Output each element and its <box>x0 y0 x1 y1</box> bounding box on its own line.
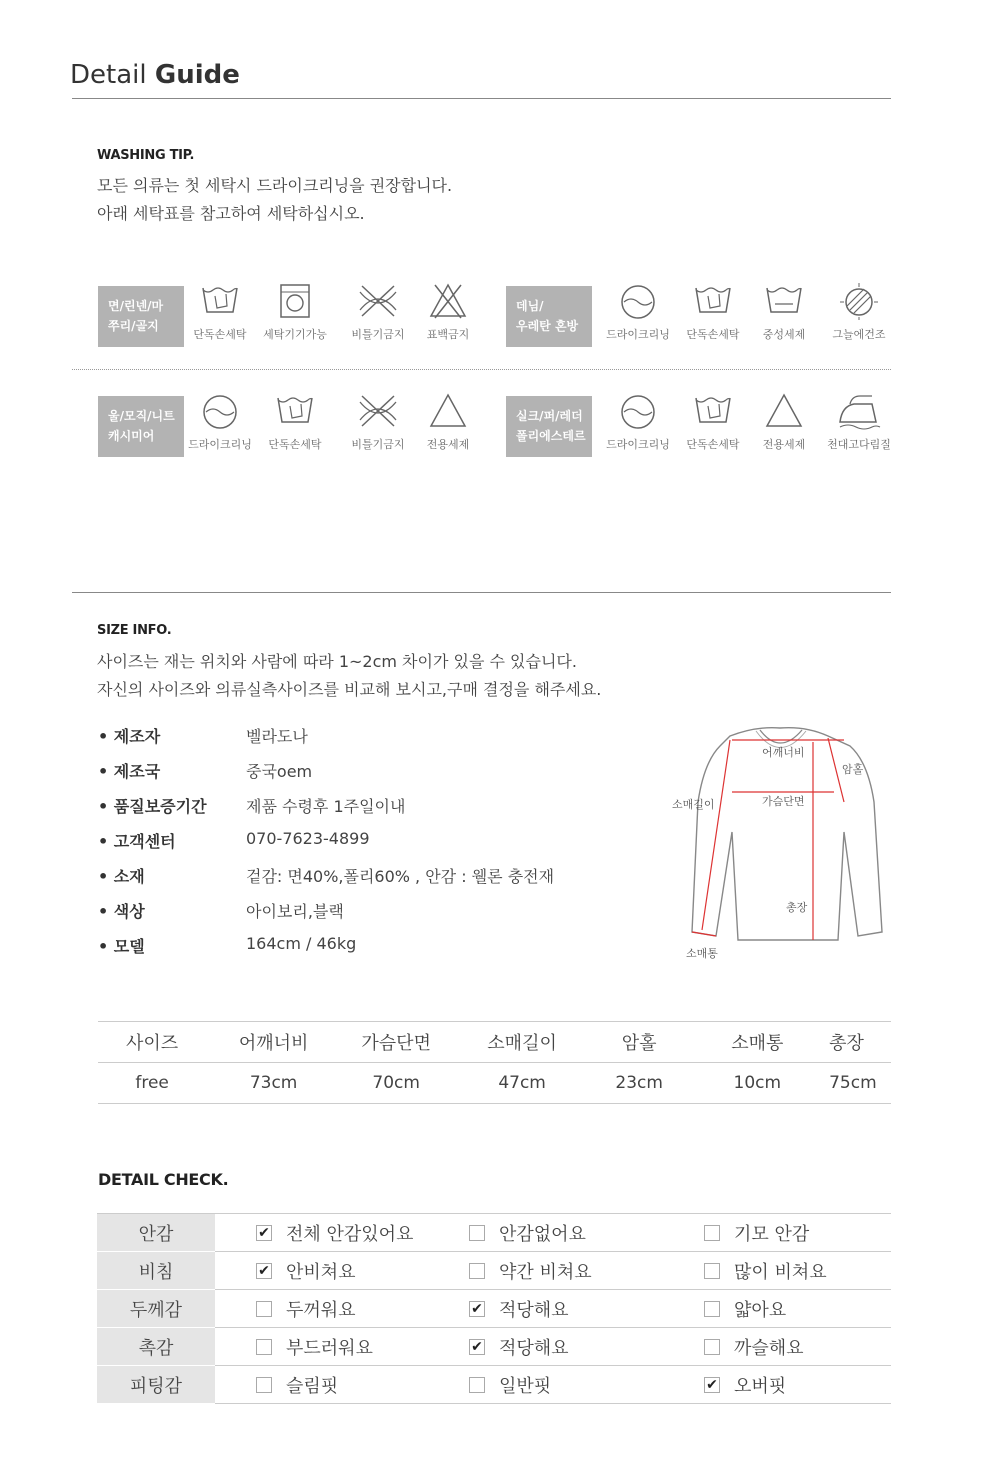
diagram-sleeve-length-label: 소매길이 <box>672 798 715 811</box>
category-line: 캐시미어 <box>108 429 155 443</box>
detail-check-option[interactable] <box>256 1296 469 1322</box>
wash-item-label: 비틀기금지 <box>351 328 405 341</box>
hand-wash-icon <box>199 282 241 320</box>
no-wring-icon <box>357 392 399 430</box>
detail-check-row-label: 촉감 <box>97 1328 215 1366</box>
info-key: • 모델 <box>98 937 145 956</box>
detail-check-option-label: 적당해요 <box>499 1337 569 1359</box>
info-row-service <box>98 829 370 864</box>
size-header-cell: 사이즈 <box>98 1022 206 1063</box>
detail-check-option-label: 일반핏 <box>499 1375 552 1397</box>
detail-check-option[interactable] <box>469 1334 704 1360</box>
special-detergent-icon <box>427 392 469 430</box>
detail-check-option[interactable] <box>704 1220 891 1246</box>
wash-item <box>745 392 823 452</box>
unchecked-checkbox[interactable] <box>704 1339 720 1355</box>
detail-check-row-label: 비침 <box>97 1252 215 1290</box>
detail-check-option[interactable] <box>704 1258 891 1284</box>
info-row-country <box>98 759 313 794</box>
category-line: 폴리에스테르 <box>516 429 586 443</box>
detail-check-option-label: 오버핏 <box>734 1375 787 1397</box>
detail-check-option-cell <box>704 1252 891 1290</box>
wash-item <box>820 392 898 452</box>
detail-check-option[interactable] <box>704 1372 891 1398</box>
wash-item-label: 전용세제 <box>426 438 470 451</box>
category-wool-knit <box>98 396 184 457</box>
dotted-divider <box>72 369 891 370</box>
detail-check-option[interactable] <box>469 1296 704 1322</box>
info-row-model <box>98 934 357 969</box>
detail-check-option-label: 슬림핏 <box>286 1375 339 1397</box>
detail-check-option[interactable] <box>704 1296 891 1322</box>
detail-check-row <box>97 1328 891 1366</box>
detail-check-option-cell <box>704 1328 891 1366</box>
no-bleach-icon <box>427 282 469 320</box>
detail-check-option-cell <box>704 1290 891 1328</box>
detail-check-option-cell <box>469 1290 704 1328</box>
size-header-cell: 가슴단면 <box>341 1022 451 1063</box>
category-cotton-linen <box>98 286 184 347</box>
info-value: 벨라도나 <box>246 727 308 746</box>
detail-check-row <box>97 1252 891 1290</box>
checked-checkbox[interactable]: ✔ <box>704 1377 720 1393</box>
size-info-label: SIZE INFO. <box>97 623 172 638</box>
detail-check-option-cell <box>704 1214 891 1252</box>
dry-clean-icon <box>199 392 241 430</box>
garment-size-diagram <box>668 722 894 968</box>
detail-check-option-cell <box>215 1366 469 1404</box>
size-table-header <box>98 1022 891 1063</box>
detail-check-option[interactable] <box>256 1334 469 1360</box>
wash-item-label: 드라이크리닝 <box>606 438 670 451</box>
size-cell: 10cm <box>686 1063 830 1104</box>
no-wring-icon <box>357 282 399 320</box>
checked-checkbox[interactable]: ✔ <box>256 1225 272 1241</box>
wash-item-label: 단독손세탁 <box>686 328 740 341</box>
info-key: • 품질보증기간 <box>98 797 207 816</box>
special-detergent-icon <box>763 392 805 430</box>
section-divider <box>72 592 891 593</box>
unchecked-checkbox[interactable] <box>704 1263 720 1279</box>
category-line: 쭈리/골지 <box>108 319 159 333</box>
unchecked-checkbox[interactable] <box>256 1301 272 1317</box>
detail-check-row <box>97 1214 891 1252</box>
size-cell: 75cm <box>829 1063 891 1104</box>
wash-item <box>599 282 677 342</box>
wash-item-label: 세탁기기가능 <box>263 328 327 341</box>
category-line: 면/린넨/마 <box>108 299 164 313</box>
size-header-cell: 암홀 <box>593 1022 686 1063</box>
detail-check-option-cell <box>215 1328 469 1366</box>
detail-check-option-label: 기모 안감 <box>734 1223 810 1245</box>
washing-tip-line1: 모든 의류는 첫 세탁시 드라이크리닝을 권장합니다. <box>97 176 453 195</box>
info-key: • 고객센터 <box>98 832 176 851</box>
cloth-iron-icon <box>836 392 882 430</box>
size-table <box>98 1021 891 1104</box>
checked-checkbox[interactable]: ✔ <box>469 1339 485 1355</box>
detail-check-option-cell <box>215 1252 469 1290</box>
size-info-text <box>97 648 601 704</box>
detail-check-table <box>97 1213 891 1404</box>
wash-item <box>674 392 752 452</box>
size-table-row <box>98 1063 891 1104</box>
detail-check-option-cell <box>704 1366 891 1404</box>
dry-clean-icon <box>617 392 659 430</box>
hand-wash-icon <box>274 392 316 430</box>
wash-item <box>181 282 259 342</box>
unchecked-checkbox[interactable] <box>469 1263 485 1279</box>
detail-check-option[interactable] <box>469 1258 704 1284</box>
info-value: 아이보리,블랙 <box>246 902 344 921</box>
diagram-shoulder-label: 어깨너비 <box>762 746 805 759</box>
detail-check-row-label: 두께감 <box>97 1290 215 1328</box>
detail-check-body <box>97 1214 891 1404</box>
wash-item-label: 전용세제 <box>762 438 806 451</box>
info-row-maker <box>98 724 308 759</box>
unchecked-checkbox[interactable] <box>469 1225 485 1241</box>
wash-item <box>674 282 752 342</box>
category-line: 데님/ <box>516 299 544 313</box>
unchecked-checkbox[interactable] <box>704 1225 720 1241</box>
wash-item-label: 드라이크리닝 <box>606 328 670 341</box>
unchecked-checkbox[interactable] <box>256 1377 272 1393</box>
page-title <box>70 60 240 90</box>
info-key: • 색상 <box>98 902 145 921</box>
detail-check-option-label: 많이 비쳐요 <box>734 1261 827 1283</box>
detail-check-label: DETAIL CHECK. <box>98 1170 229 1189</box>
diagram-length-label: 총장 <box>786 901 808 914</box>
detail-check-row <box>97 1290 891 1328</box>
hand-wash-icon <box>692 282 734 320</box>
detail-check-option[interactable] <box>256 1220 469 1246</box>
info-row-warranty <box>98 794 406 829</box>
checked-checkbox[interactable]: ✔ <box>256 1263 272 1279</box>
detail-check-option-cell <box>469 1366 704 1404</box>
wash-item <box>181 392 259 452</box>
wash-item-label: 단독손세탁 <box>268 438 322 451</box>
wash-item <box>409 282 487 342</box>
detail-check-option-cell <box>469 1328 704 1366</box>
washing-tip-text <box>97 172 452 228</box>
unchecked-checkbox[interactable] <box>469 1377 485 1393</box>
hand-wash-icon <box>692 392 734 430</box>
info-key: • 제조국 <box>98 762 161 781</box>
category-line: 울/모직/니트 <box>108 409 175 423</box>
detail-check-option-cell <box>215 1290 469 1328</box>
wash-item-label: 단독손세탁 <box>686 438 740 451</box>
detail-check-option[interactable] <box>469 1220 704 1246</box>
detail-check-option[interactable] <box>704 1334 891 1360</box>
detail-check-option-label: 두꺼워요 <box>286 1299 356 1321</box>
size-info-line2: 자신의 사이즈와 의류실측사이즈를 비교해 보시고,구매 결정을 해주세요. <box>97 680 602 699</box>
detail-check-option-label: 전체 안감있어요 <box>286 1223 414 1245</box>
category-denim-urethane <box>506 286 592 347</box>
detail-check-option-label: 안비쳐요 <box>286 1261 356 1283</box>
wash-item-label: 천대고다림질 <box>827 438 891 451</box>
unchecked-checkbox[interactable] <box>704 1301 720 1317</box>
size-header-cell: 총장 <box>829 1022 891 1063</box>
info-row-material <box>98 864 555 899</box>
diagram-sleeve-width-label: 소매통 <box>686 947 718 960</box>
wash-item-label: 중성세제 <box>762 328 806 341</box>
unchecked-checkbox[interactable] <box>256 1339 272 1355</box>
detail-check-option[interactable] <box>256 1258 469 1284</box>
size-cell: 23cm <box>593 1063 686 1104</box>
wash-item-label: 비틀기금지 <box>351 438 405 451</box>
category-line: 우레탄 혼방 <box>516 319 579 333</box>
wash-item <box>745 282 823 342</box>
detail-check-option-cell <box>469 1252 704 1290</box>
neutral-detergent-icon <box>763 282 805 320</box>
size-cell: 70cm <box>341 1063 451 1104</box>
detail-check-option-label: 부드러워요 <box>286 1337 373 1359</box>
size-header-cell: 소매통 <box>686 1022 830 1063</box>
wash-item <box>256 282 334 342</box>
detail-check-option[interactable] <box>256 1372 469 1398</box>
detail-check-option-cell <box>469 1214 704 1252</box>
detail-check-option-label: 약간 비쳐요 <box>499 1261 592 1283</box>
wash-item <box>256 392 334 452</box>
wash-item <box>820 282 898 342</box>
washing-tip-label: WASHING TIP. <box>97 148 195 163</box>
diagram-armhole-label: 암홀 <box>842 763 864 776</box>
info-value: 제품 수령후 1주일이내 <box>246 797 406 816</box>
category-silk-fur-leather <box>506 396 592 457</box>
diagram-chest-label: 가슴단면 <box>762 795 805 808</box>
wash-item-label: 단독손세탁 <box>193 328 247 341</box>
wash-item <box>339 392 417 452</box>
detail-check-option-label: 얇아요 <box>734 1299 787 1321</box>
info-value: 164cm / 46kg <box>246 934 357 953</box>
info-key: • 제조자 <box>98 727 161 746</box>
title-divider <box>72 98 891 99</box>
size-cell: free <box>98 1063 206 1104</box>
info-value: 중국oem <box>246 762 313 781</box>
size-header-cell: 소매길이 <box>451 1022 592 1063</box>
wash-item-label: 표백금지 <box>426 328 470 341</box>
wash-item <box>599 392 677 452</box>
detail-check-option-label: 적당해요 <box>499 1299 569 1321</box>
title-light: Detail <box>70 60 155 90</box>
size-header-cell: 어깨너비 <box>206 1022 341 1063</box>
detail-check-option[interactable] <box>469 1372 704 1398</box>
washing-tip-line2: 아래 세탁표를 참고하여 세탁하십시오. <box>97 204 365 223</box>
wash-item <box>409 392 487 452</box>
detail-check-row-label: 피팅감 <box>97 1366 215 1404</box>
info-value: 겉감: 면40%,폴리60% , 안감 : 웰론 충전재 <box>246 867 555 886</box>
size-cell: 47cm <box>451 1063 592 1104</box>
detail-check-option-label: 까슬해요 <box>734 1337 804 1359</box>
washing-machine-icon <box>274 282 316 320</box>
detail-check-row <box>97 1366 891 1404</box>
dry-clean-icon <box>617 282 659 320</box>
detail-check-row-label: 안감 <box>97 1214 215 1252</box>
wash-item-label: 그늘에건조 <box>832 328 886 341</box>
info-key: • 소재 <box>98 867 145 886</box>
info-row-color <box>98 899 344 934</box>
wash-item <box>339 282 417 342</box>
size-cell: 73cm <box>206 1063 341 1104</box>
wash-item-label: 드라이크리닝 <box>188 438 252 451</box>
checked-checkbox[interactable]: ✔ <box>469 1301 485 1317</box>
shade-dry-icon <box>838 282 880 320</box>
category-line: 실크/퍼/레더 <box>516 409 583 423</box>
size-info-line1: 사이즈는 재는 위치와 사람에 따라 1~2cm 차이가 있을 수 있습니다. <box>97 652 577 671</box>
detail-check-option-label: 안감없어요 <box>499 1223 586 1245</box>
info-value: 070-7623-4899 <box>246 829 370 848</box>
detail-check-option-cell <box>215 1214 469 1252</box>
title-bold: Guide <box>154 60 240 90</box>
